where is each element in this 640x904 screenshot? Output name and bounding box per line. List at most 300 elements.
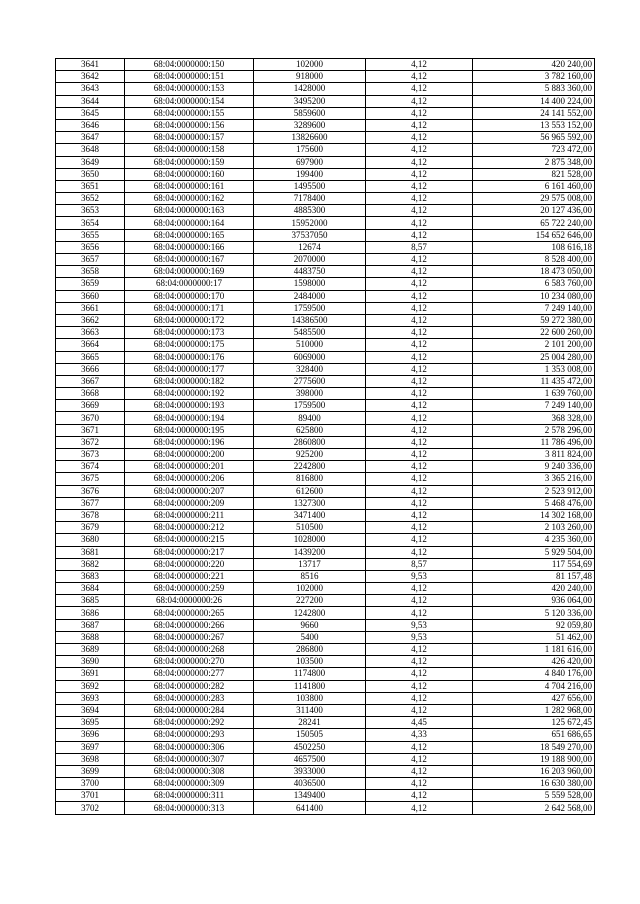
amount-cell: 7 249 140,00: [473, 302, 595, 314]
cadastral-number-cell: 68:04:0000000:159: [125, 156, 254, 168]
cadastral-number-cell: 68:04:0000000:268: [125, 644, 254, 656]
cadastral-number-cell: 68:04:0000000:215: [125, 534, 254, 546]
cadastral-number-cell: 68:04:0000000:172: [125, 314, 254, 326]
row-number-cell: 3644: [56, 95, 125, 107]
amount-cell: 2 103 260,00: [473, 522, 595, 534]
row-number-cell: 3686: [56, 607, 125, 619]
rate-cell: 4,12: [366, 534, 473, 546]
rate-cell: 4,12: [366, 363, 473, 375]
area-cell: 1439200: [254, 546, 366, 558]
amount-cell: 8 528 400,00: [473, 254, 595, 266]
rate-cell: 4,33: [366, 729, 473, 741]
area-cell: 13826600: [254, 132, 366, 144]
area-cell: 3495200: [254, 95, 366, 107]
row-number-cell: 3687: [56, 619, 125, 631]
cadastral-number-cell: 68:04:0000000:283: [125, 692, 254, 704]
area-cell: 925200: [254, 449, 366, 461]
rate-cell: 4,12: [366, 765, 473, 777]
row-number-cell: 3658: [56, 266, 125, 278]
area-cell: 1028000: [254, 534, 366, 546]
area-cell: 102000: [254, 583, 366, 595]
cadastral-number-cell: 68:04:0000000:270: [125, 656, 254, 668]
area-cell: 4502250: [254, 741, 366, 753]
cadastral-number-cell: 68:04:0000000:171: [125, 302, 254, 314]
amount-cell: 59 272 380,00: [473, 314, 595, 326]
cadastral-number-cell: 68:04:0000000:194: [125, 412, 254, 424]
table-row: [56, 95, 595, 107]
amount-cell: 427 656,00: [473, 692, 595, 704]
amount-cell: 29 575 008,00: [473, 193, 595, 205]
amount-cell: 5 929 504,00: [473, 546, 595, 558]
row-number-cell: 3659: [56, 278, 125, 290]
area-cell: 2860800: [254, 436, 366, 448]
table-row: [56, 583, 595, 595]
cadastral-number-cell: 68:04:0000000:211: [125, 509, 254, 521]
table-row: [56, 302, 595, 314]
amount-cell: 651 686,65: [473, 729, 595, 741]
rate-cell: 4,12: [366, 802, 473, 814]
area-cell: 1428000: [254, 83, 366, 95]
table-row: [56, 704, 595, 716]
area-cell: 5859600: [254, 107, 366, 119]
row-number-cell: 3683: [56, 570, 125, 582]
table-row: [56, 546, 595, 558]
area-cell: 7178400: [254, 193, 366, 205]
area-cell: 1349400: [254, 790, 366, 802]
rate-cell: 9,53: [366, 570, 473, 582]
table-row: [56, 412, 595, 424]
table-row: [56, 241, 595, 253]
table-row: [56, 314, 595, 326]
rate-cell: 4,12: [366, 314, 473, 326]
rate-cell: 4,12: [366, 522, 473, 534]
area-cell: 1141800: [254, 680, 366, 692]
row-number-cell: 3641: [56, 59, 125, 71]
cadastral-number-cell: 68:04:0000000:292: [125, 717, 254, 729]
row-number-cell: 3682: [56, 558, 125, 570]
row-number-cell: 3698: [56, 753, 125, 765]
rate-cell: 4,12: [366, 144, 473, 156]
amount-cell: 10 234 080,00: [473, 290, 595, 302]
rate-cell: 4,12: [366, 107, 473, 119]
amount-cell: 14 302 168,00: [473, 509, 595, 521]
table-row: [56, 753, 595, 765]
rate-cell: 4,12: [366, 156, 473, 168]
row-number-cell: 3669: [56, 400, 125, 412]
cadastral-number-cell: 68:04:0000000:284: [125, 704, 254, 716]
area-cell: 4483750: [254, 266, 366, 278]
amount-cell: 2 875 348,00: [473, 156, 595, 168]
row-number-cell: 3696: [56, 729, 125, 741]
table-row: [56, 132, 595, 144]
cadastral-number-cell: 68:04:0000000:157: [125, 132, 254, 144]
table-row: [56, 229, 595, 241]
table-row: [56, 339, 595, 351]
area-cell: 12674: [254, 241, 366, 253]
cadastral-number-cell: 68:04:0000000:193: [125, 400, 254, 412]
table-row: [56, 107, 595, 119]
rate-cell: 9,53: [366, 631, 473, 643]
table-row: [56, 680, 595, 692]
area-cell: 3471400: [254, 509, 366, 521]
rate-cell: 4,12: [366, 656, 473, 668]
rate-cell: 4,12: [366, 778, 473, 790]
row-number-cell: 3700: [56, 778, 125, 790]
row-number-cell: 3666: [56, 363, 125, 375]
amount-cell: 16 630 380,00: [473, 778, 595, 790]
row-number-cell: 3680: [56, 534, 125, 546]
cadastral-number-cell: 68:04:0000000:282: [125, 680, 254, 692]
amount-cell: 821 528,00: [473, 168, 595, 180]
area-cell: 697900: [254, 156, 366, 168]
amount-cell: 5 120 336,00: [473, 607, 595, 619]
area-cell: 2070000: [254, 254, 366, 266]
area-cell: 1327300: [254, 497, 366, 509]
table-row: [56, 509, 595, 521]
amount-cell: 3 365 216,00: [473, 473, 595, 485]
cadastral-number-cell: 68:04:0000000:26: [125, 595, 254, 607]
rate-cell: 4,12: [366, 71, 473, 83]
cadastral-number-cell: 68:04:0000000:306: [125, 741, 254, 753]
table-row: [56, 71, 595, 83]
cadastral-number-cell: 68:04:0000000:200: [125, 449, 254, 461]
rate-cell: 4,12: [366, 290, 473, 302]
cadastral-number-cell: 68:04:0000000:267: [125, 631, 254, 643]
area-cell: 510500: [254, 522, 366, 534]
cadastral-number-cell: 68:04:0000000:313: [125, 802, 254, 814]
cadastral-number-cell: 68:04:0000000:162: [125, 193, 254, 205]
table-row: [56, 729, 595, 741]
amount-cell: 2 642 568,00: [473, 802, 595, 814]
table-row: [56, 83, 595, 95]
cadastral-number-cell: 68:04:0000000:150: [125, 59, 254, 71]
table-row: [56, 522, 595, 534]
row-number-cell: 3685: [56, 595, 125, 607]
area-cell: 2775600: [254, 375, 366, 387]
row-number-cell: 3654: [56, 217, 125, 229]
rate-cell: 4,12: [366, 254, 473, 266]
amount-cell: 22 600 260,00: [473, 327, 595, 339]
row-number-cell: 3652: [56, 193, 125, 205]
cadastral-number-cell: 68:04:0000000:217: [125, 546, 254, 558]
table-body: [56, 59, 595, 815]
area-cell: 510000: [254, 339, 366, 351]
rate-cell: 9,53: [366, 619, 473, 631]
cadastral-number-cell: 68:04:0000000:266: [125, 619, 254, 631]
rate-cell: 4,12: [366, 644, 473, 656]
table-row: [56, 119, 595, 131]
row-number-cell: 3645: [56, 107, 125, 119]
amount-cell: 1 282 968,00: [473, 704, 595, 716]
row-number-cell: 3663: [56, 327, 125, 339]
amount-cell: 125 672,45: [473, 717, 595, 729]
table-row: [56, 205, 595, 217]
table-row: [56, 619, 595, 631]
rate-cell: 4,12: [366, 95, 473, 107]
table-row: [56, 424, 595, 436]
amount-cell: 81 157,48: [473, 570, 595, 582]
cadastral-number-cell: 68:04:0000000:307: [125, 753, 254, 765]
table-row: [56, 765, 595, 777]
cadastral-number-cell: 68:04:0000000:169: [125, 266, 254, 278]
rate-cell: 4,12: [366, 753, 473, 765]
table-row: [56, 290, 595, 302]
cadastral-number-cell: 68:04:0000000:155: [125, 107, 254, 119]
row-number-cell: 3650: [56, 168, 125, 180]
rate-cell: 4,12: [366, 193, 473, 205]
area-cell: 816800: [254, 473, 366, 485]
row-number-cell: 3656: [56, 241, 125, 253]
area-cell: 175600: [254, 144, 366, 156]
amount-cell: 16 203 960,00: [473, 765, 595, 777]
area-cell: 311400: [254, 704, 366, 716]
rate-cell: 4,12: [366, 119, 473, 131]
amount-cell: 20 127 436,00: [473, 205, 595, 217]
cadastral-number-cell: 68:04:0000000:153: [125, 83, 254, 95]
amount-cell: 2 578 296,00: [473, 424, 595, 436]
cadastral-number-cell: 68:04:0000000:220: [125, 558, 254, 570]
cadastral-number-cell: 68:04:0000000:209: [125, 497, 254, 509]
cadastral-number-cell: 68:04:0000000:212: [125, 522, 254, 534]
row-number-cell: 3677: [56, 497, 125, 509]
table-row: [56, 278, 595, 290]
amount-cell: 1 353 008,00: [473, 363, 595, 375]
area-cell: 1495500: [254, 180, 366, 192]
cadastral-number-cell: 68:04:0000000:195: [125, 424, 254, 436]
table-row: [56, 692, 595, 704]
row-number-cell: 3662: [56, 314, 125, 326]
amount-cell: 1 181 616,00: [473, 644, 595, 656]
area-cell: 1759500: [254, 400, 366, 412]
area-cell: 199400: [254, 168, 366, 180]
rate-cell: 4,12: [366, 741, 473, 753]
table-row: [56, 558, 595, 570]
cadastral-number-cell: 68:04:0000000:277: [125, 668, 254, 680]
row-number-cell: 3642: [56, 71, 125, 83]
table-row: [56, 473, 595, 485]
document-page: [55, 58, 595, 815]
cadastral-number-cell: 68:04:0000000:311: [125, 790, 254, 802]
amount-cell: 4 704 216,00: [473, 680, 595, 692]
table-row: [56, 59, 595, 71]
area-cell: 2242800: [254, 461, 366, 473]
area-cell: 5400: [254, 631, 366, 643]
area-cell: 227200: [254, 595, 366, 607]
table-row: [56, 400, 595, 412]
rate-cell: 4,12: [366, 132, 473, 144]
cadastral-number-cell: 68:04:0000000:201: [125, 461, 254, 473]
area-cell: 4036500: [254, 778, 366, 790]
cadastral-number-cell: 68:04:0000000:163: [125, 205, 254, 217]
row-number-cell: 3678: [56, 509, 125, 521]
cadastral-number-cell: 68:04:0000000:164: [125, 217, 254, 229]
amount-cell: 6 161 460,00: [473, 180, 595, 192]
cadastral-number-cell: 68:04:0000000:165: [125, 229, 254, 241]
table-row: [56, 668, 595, 680]
amount-cell: 5 883 360,00: [473, 83, 595, 95]
row-number-cell: 3653: [56, 205, 125, 217]
table-row: [56, 254, 595, 266]
row-number-cell: 3692: [56, 680, 125, 692]
area-cell: 103800: [254, 692, 366, 704]
amount-cell: 25 004 280,00: [473, 351, 595, 363]
cadastral-number-cell: 68:04:0000000:175: [125, 339, 254, 351]
table-row: [56, 644, 595, 656]
area-cell: 4885300: [254, 205, 366, 217]
amount-cell: 92 059,80: [473, 619, 595, 631]
cadastral-number-cell: 68:04:0000000:309: [125, 778, 254, 790]
row-number-cell: 3674: [56, 461, 125, 473]
area-cell: 15952000: [254, 217, 366, 229]
area-cell: 328400: [254, 363, 366, 375]
rate-cell: 4,12: [366, 339, 473, 351]
table-row: [56, 790, 595, 802]
rate-cell: 4,12: [366, 327, 473, 339]
cadastral-number-cell: 68:04:0000000:192: [125, 388, 254, 400]
area-cell: 4657500: [254, 753, 366, 765]
area-cell: 3933000: [254, 765, 366, 777]
cadastral-number-cell: 68:04:0000000:161: [125, 180, 254, 192]
area-cell: 641400: [254, 802, 366, 814]
amount-cell: 108 616,18: [473, 241, 595, 253]
rate-cell: 4,12: [366, 424, 473, 436]
rate-cell: 4,12: [366, 790, 473, 802]
area-cell: 612600: [254, 485, 366, 497]
table-row: [56, 497, 595, 509]
rate-cell: 4,12: [366, 412, 473, 424]
row-number-cell: 3673: [56, 449, 125, 461]
amount-cell: 426 420,00: [473, 656, 595, 668]
area-cell: 2484000: [254, 290, 366, 302]
row-number-cell: 3672: [56, 436, 125, 448]
area-cell: 103500: [254, 656, 366, 668]
amount-cell: 18 549 270,00: [473, 741, 595, 753]
cadastral-number-cell: 68:04:0000000:173: [125, 327, 254, 339]
row-number-cell: 3699: [56, 765, 125, 777]
amount-cell: 154 652 646,00: [473, 229, 595, 241]
amount-cell: 5 559 528,00: [473, 790, 595, 802]
table-row: [56, 656, 595, 668]
rate-cell: 8,57: [366, 558, 473, 570]
rate-cell: 4,12: [366, 509, 473, 521]
rate-cell: 4,12: [366, 400, 473, 412]
rate-cell: 4,12: [366, 278, 473, 290]
table-row: [56, 327, 595, 339]
rate-cell: 4,12: [366, 546, 473, 558]
row-number-cell: 3694: [56, 704, 125, 716]
area-cell: 6069000: [254, 351, 366, 363]
area-cell: 286800: [254, 644, 366, 656]
rate-cell: 4,12: [366, 607, 473, 619]
amount-cell: 6 583 760,00: [473, 278, 595, 290]
table-row: [56, 363, 595, 375]
rate-cell: 4,12: [366, 692, 473, 704]
table-row: [56, 595, 595, 607]
rate-cell: 4,12: [366, 351, 473, 363]
amount-cell: 11 786 496,00: [473, 436, 595, 448]
row-number-cell: 3648: [56, 144, 125, 156]
row-number-cell: 3665: [56, 351, 125, 363]
row-number-cell: 3676: [56, 485, 125, 497]
amount-cell: 65 722 240,00: [473, 217, 595, 229]
cadastral-number-cell: 68:04:0000000:182: [125, 375, 254, 387]
table-row: [56, 717, 595, 729]
row-number-cell: 3651: [56, 180, 125, 192]
table-row: [56, 168, 595, 180]
amount-cell: 4 235 360,00: [473, 534, 595, 546]
amount-cell: 3 782 160,00: [473, 71, 595, 83]
row-number-cell: 3661: [56, 302, 125, 314]
amount-cell: 14 400 224,00: [473, 95, 595, 107]
table-row: [56, 778, 595, 790]
rate-cell: 4,12: [366, 473, 473, 485]
row-number-cell: 3664: [56, 339, 125, 351]
rate-cell: 4,12: [366, 59, 473, 71]
cadastral-number-cell: 68:04:0000000:151: [125, 71, 254, 83]
amount-cell: 4 840 176,00: [473, 668, 595, 680]
row-number-cell: 3647: [56, 132, 125, 144]
row-number-cell: 3693: [56, 692, 125, 704]
table-row: [56, 485, 595, 497]
cadastral-number-cell: 68:04:0000000:259: [125, 583, 254, 595]
amount-cell: 13 553 152,00: [473, 119, 595, 131]
table-row: [56, 217, 595, 229]
cadastral-number-cell: 68:04:0000000:176: [125, 351, 254, 363]
area-cell: 1598000: [254, 278, 366, 290]
row-number-cell: 3657: [56, 254, 125, 266]
cadastral-number-cell: 68:04:0000000:167: [125, 254, 254, 266]
amount-cell: 117 554,69: [473, 558, 595, 570]
data-table: [55, 58, 595, 815]
table-row: [56, 802, 595, 814]
cadastral-number-cell: 68:04:0000000:196: [125, 436, 254, 448]
rate-cell: 4,12: [366, 595, 473, 607]
amount-cell: 18 473 050,00: [473, 266, 595, 278]
table-row: [56, 388, 595, 400]
table-row: [56, 436, 595, 448]
rate-cell: 8,57: [366, 241, 473, 253]
area-cell: 150505: [254, 729, 366, 741]
table-row: [56, 631, 595, 643]
cadastral-number-cell: 68:04:0000000:166: [125, 241, 254, 253]
area-cell: 918000: [254, 71, 366, 83]
cadastral-number-cell: 68:04:0000000:206: [125, 473, 254, 485]
cadastral-number-cell: 68:04:0000000:154: [125, 95, 254, 107]
row-number-cell: 3643: [56, 83, 125, 95]
amount-cell: 420 240,00: [473, 59, 595, 71]
row-number-cell: 3667: [56, 375, 125, 387]
rate-cell: 4,12: [366, 497, 473, 509]
table-row: [56, 180, 595, 192]
amount-cell: 1 639 760,00: [473, 388, 595, 400]
area-cell: 9660: [254, 619, 366, 631]
row-number-cell: 3688: [56, 631, 125, 643]
area-cell: 28241: [254, 717, 366, 729]
row-number-cell: 3670: [56, 412, 125, 424]
cadastral-number-cell: 68:04:0000000:17: [125, 278, 254, 290]
row-number-cell: 3660: [56, 290, 125, 302]
table-row: [56, 449, 595, 461]
rate-cell: 4,12: [366, 485, 473, 497]
amount-cell: 2 101 200,00: [473, 339, 595, 351]
rate-cell: 4,12: [366, 375, 473, 387]
table-row: [56, 461, 595, 473]
row-number-cell: 3695: [56, 717, 125, 729]
row-number-cell: 3675: [56, 473, 125, 485]
area-cell: 625800: [254, 424, 366, 436]
area-cell: 8516: [254, 570, 366, 582]
table-row: [56, 144, 595, 156]
